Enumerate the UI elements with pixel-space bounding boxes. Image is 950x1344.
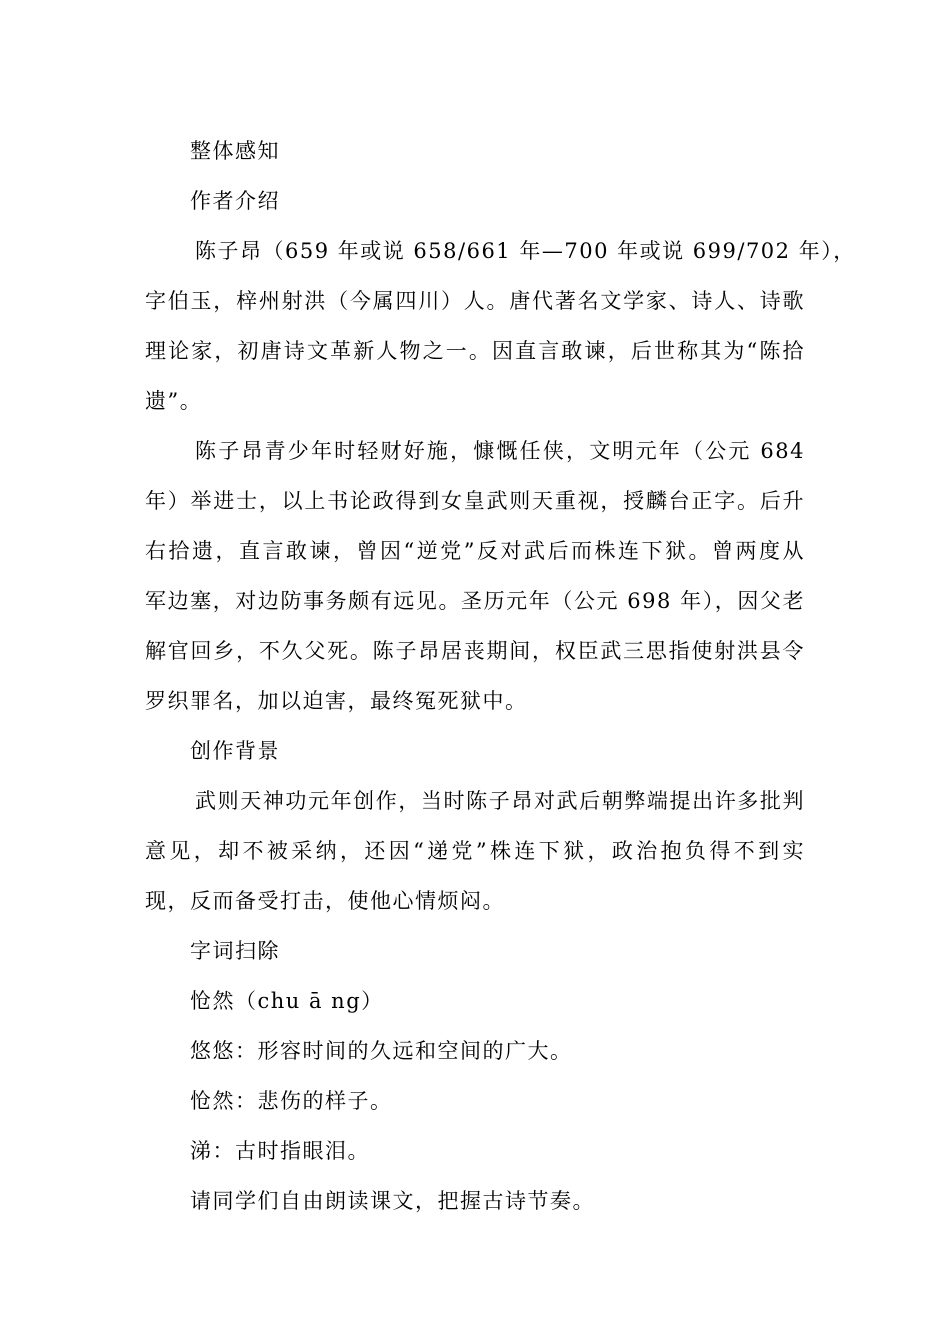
heading-creation-background: 创作背景: [190, 739, 280, 763]
paragraph-line: 字伯玉，梓州射洪（今属四川）人。唐代著名文学家、诗人、诗歌: [145, 289, 805, 313]
paragraph-line: 陈子昂青少年时轻财好施，慷慨任侠，文明元年（公元 684: [195, 439, 805, 463]
paragraph-line: 陈子昂（659 年或说 658/661 年—700 年或说 699/702 年），: [195, 239, 856, 263]
vocab-item: 涕：古时指眼泪。: [190, 1139, 370, 1163]
paragraph-line: 右拾遗，直言敢谏，曾因“逆党”反对武后而株连下狱。曾两度从: [145, 539, 805, 563]
vocab-item: 怆然：悲伤的样子。: [190, 1089, 393, 1113]
heading-overall-perception: 整体感知: [190, 139, 280, 163]
paragraph-line: 意见，却不被采纳，还因“递党”株连下狱，政治抱负得不到实: [145, 839, 805, 863]
paragraph-line: 解官回乡，不久父死。陈子昂居丧期间，权臣武三思指使射洪县令: [145, 639, 805, 663]
heading-vocabulary: 字词扫除: [190, 939, 280, 963]
paragraph-line: 现，反而备受打击，使他心情烦闷。: [145, 889, 505, 913]
vocab-item: 悠悠：形容时间的久远和空间的广大。: [190, 1039, 573, 1063]
heading-author-intro: 作者介绍: [190, 189, 280, 213]
paragraph-line: 武则天神功元年创作，当时陈子昂对武后朝弊端提出许多批判: [195, 789, 805, 813]
instruction-line: 请同学们自由朗读课文，把握古诗节奏。: [190, 1189, 595, 1213]
paragraph-line: 军边塞，对边防事务颇有远见。圣历元年（公元 698 年），因父老: [145, 589, 805, 613]
paragraph-line: 年）举进士，以上书论政得到女皇武则天重视，授麟台正字。后升: [145, 489, 805, 513]
vocab-item: 怆然（chu ā ng）: [190, 989, 384, 1013]
paragraph-line: 理论家，初唐诗文革新人物之一。因直言敢谏，后世称其为“陈拾: [145, 339, 805, 363]
paragraph-line: 遗”。: [145, 389, 203, 413]
paragraph-line: 罗织罪名，加以迫害，最终冤死狱中。: [145, 689, 528, 713]
